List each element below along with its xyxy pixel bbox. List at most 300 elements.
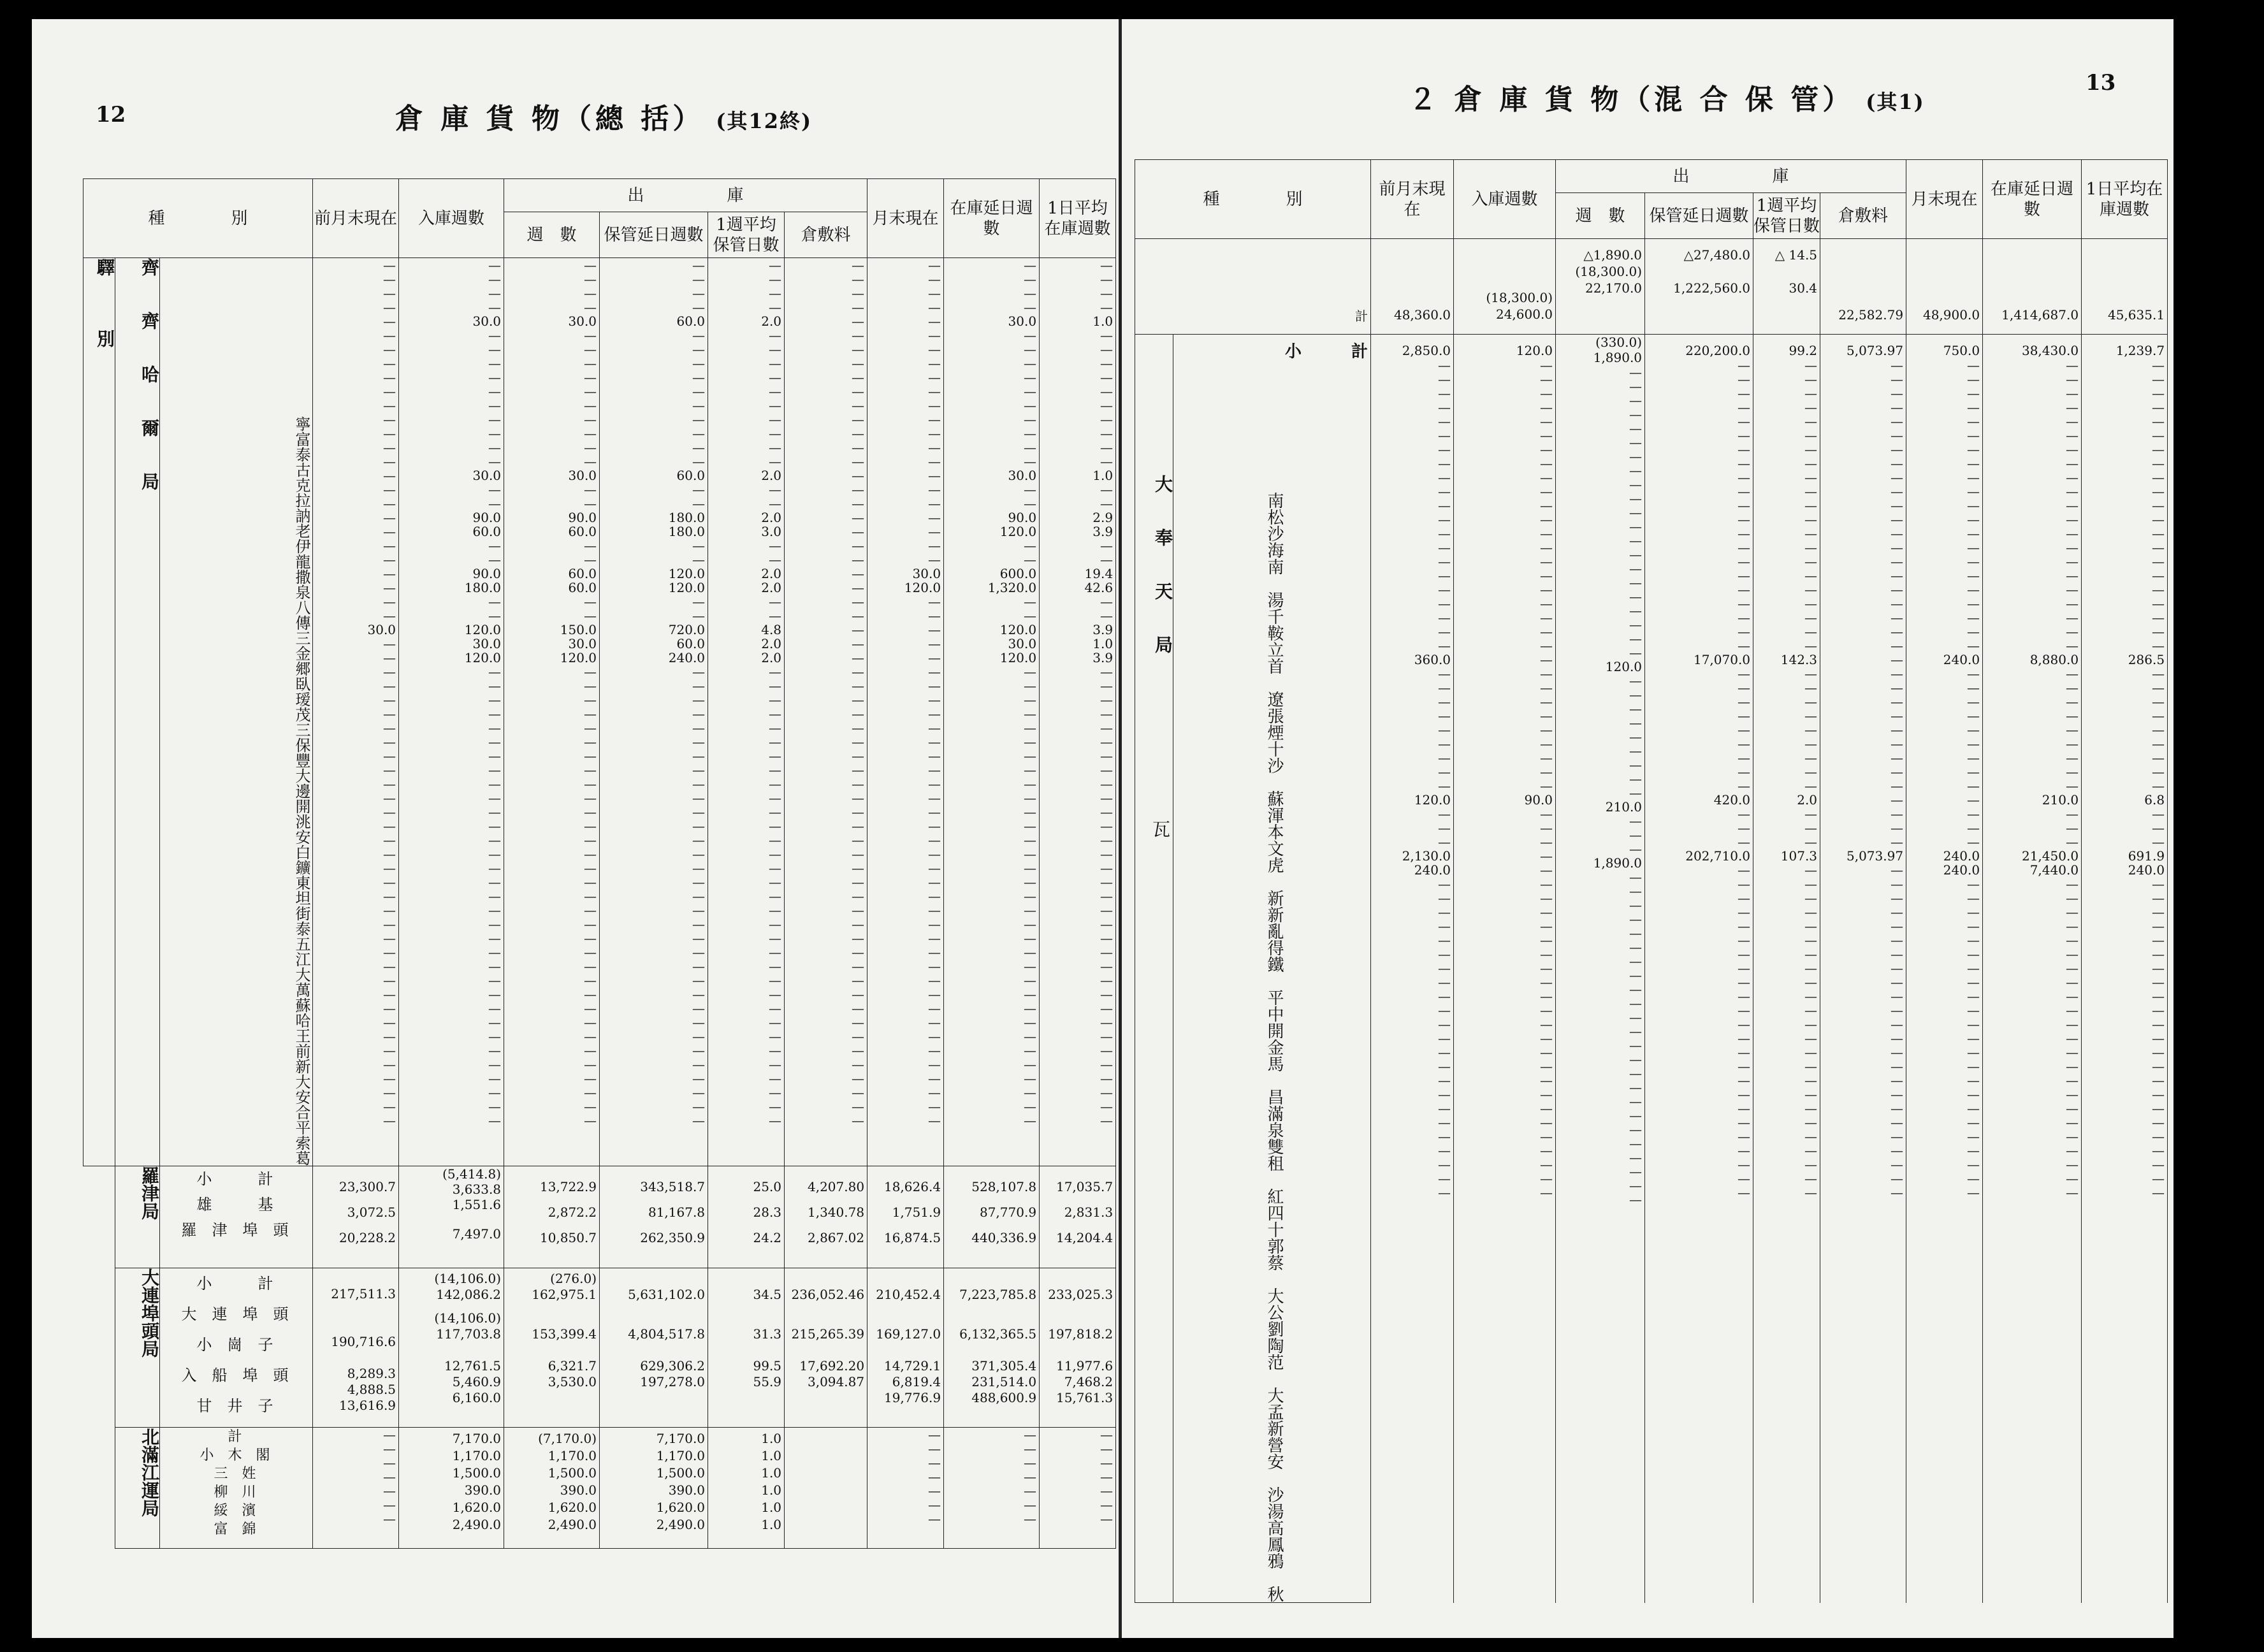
- cell-dash: —: [1629, 743, 1643, 758]
- cell-dash: —: [2066, 708, 2079, 723]
- cell-dash: —: [692, 1057, 706, 1072]
- cell-dash: —: [928, 314, 941, 329]
- cell-dash: —: [1629, 463, 1643, 478]
- cell-dash: —: [1024, 356, 1037, 371]
- rashin-daily: 17,035.7 2,831.3 14,204.4: [1040, 1166, 1116, 1268]
- cell-dash: —: [2066, 1185, 2079, 1200]
- cell-dash: —: [852, 412, 865, 427]
- cell-dash: 2.0: [761, 468, 782, 483]
- cell-dash: —: [769, 286, 782, 301]
- cell-dash: —: [1100, 818, 1114, 834]
- cell-dash: —: [928, 1441, 941, 1456]
- cell-dash: 120.0: [464, 650, 502, 665]
- cell-dash: —: [769, 300, 782, 315]
- cell-dash: —: [1804, 1143, 1818, 1158]
- cell-dash: —: [383, 496, 396, 511]
- cell-dash: —: [1738, 778, 1751, 793]
- cell-dash: —: [1967, 1045, 1980, 1060]
- cell-dash: —: [2152, 386, 2165, 401]
- cell-dash: —: [1804, 1045, 1818, 1060]
- cell-dash: 60.0: [568, 566, 597, 581]
- cell-dash: —: [928, 384, 941, 399]
- cell-dash: —: [928, 328, 941, 343]
- cell-dash: —: [2152, 526, 2165, 541]
- cell-dash: —: [928, 1113, 941, 1128]
- cell-dash: —: [1438, 975, 1451, 990]
- cell-dash: —: [488, 832, 502, 848]
- cell-dash: —: [1890, 400, 1904, 415]
- cell-dash: 3.9: [1092, 622, 1114, 637]
- cell-dash: —: [2152, 680, 2165, 695]
- cell-dash: —: [928, 1497, 941, 1512]
- cell-dash: —: [692, 608, 706, 623]
- cell-dash: —: [928, 608, 941, 623]
- cell-dash: —: [584, 1043, 597, 1058]
- cell-dash: —: [488, 594, 502, 609]
- cell-dash: —: [1540, 638, 1553, 653]
- cell-dash: —: [2152, 498, 2165, 513]
- cell-dash: —: [488, 973, 502, 988]
- cell-dash: —: [852, 776, 865, 792]
- left-page: [32, 19, 1128, 1638]
- cell-dash: —: [1540, 1031, 1553, 1046]
- cell-dash: —: [383, 1497, 396, 1512]
- cell-dash: —: [2066, 694, 2079, 709]
- header-out-avg-days: 1週平均保管日數: [708, 212, 785, 258]
- cell-dash: —: [1804, 400, 1818, 415]
- cell-dash: —: [2066, 806, 2079, 822]
- cell-dash: —: [1804, 1157, 1818, 1172]
- cell-dash: —: [928, 720, 941, 735]
- cell-dash: —: [2152, 470, 2165, 485]
- cell-dash: —: [1629, 1038, 1643, 1053]
- cell-dash: —: [1890, 1101, 1904, 1116]
- right-subtotal-label: 小 計: [1285, 342, 1368, 361]
- cell-dash: 90.0: [472, 566, 502, 581]
- cell-dash: —: [488, 860, 502, 876]
- cell-dash: —: [1967, 554, 1980, 569]
- cell-dash: —: [1967, 540, 1980, 555]
- cell-dash: —: [1738, 386, 1751, 401]
- cell-dash: 60.0: [676, 468, 706, 483]
- cell-dash: —: [1804, 722, 1818, 737]
- cell-dash: —: [488, 1001, 502, 1016]
- cell-dash: —: [928, 832, 941, 848]
- cell-dash: —: [1804, 470, 1818, 485]
- cell-dash: —: [1438, 1129, 1451, 1144]
- cell-dash: —: [1438, 764, 1451, 779]
- cell-dash: —: [1024, 888, 1037, 904]
- cell-dash: —: [1890, 526, 1904, 541]
- cell-dash: —: [2152, 400, 2165, 415]
- cell-dash: —: [1738, 890, 1751, 906]
- cell-dash: —: [852, 1001, 865, 1016]
- cell-dash: —: [1738, 722, 1751, 737]
- tsitsihar-label: 齊 齊 哈 爾 局: [115, 258, 160, 1166]
- cell-dash: —: [1540, 1157, 1553, 1172]
- cell-dash: —: [769, 1057, 782, 1072]
- cell-dash: —: [1967, 960, 1980, 976]
- cell-dash: —: [1738, 638, 1751, 653]
- cell-dash: —: [584, 692, 597, 707]
- cell-dash: —: [852, 580, 865, 595]
- cell-dash: —: [1804, 666, 1818, 681]
- cell-dash: —: [928, 398, 941, 413]
- cell-dash: —: [1967, 1059, 1980, 1074]
- cell-dash: —: [383, 608, 396, 623]
- r-header-prev-month: 前月末現在: [1371, 160, 1454, 239]
- cell-dash: —: [584, 973, 597, 988]
- cell-dash: —: [1629, 491, 1643, 506]
- cell-dash: 240.0: [1943, 652, 1980, 667]
- cell-dash: —: [928, 342, 941, 357]
- cell-dash: —: [692, 762, 706, 778]
- cell-dash: —: [584, 440, 597, 455]
- col-days-stations: [600, 258, 708, 1166]
- cell-dash: —: [584, 1057, 597, 1072]
- cell-dash: —: [1804, 862, 1818, 878]
- cell-dash: —: [1100, 538, 1114, 553]
- cell-dash: —: [1540, 1115, 1553, 1130]
- cell-dash: —: [2066, 358, 2079, 373]
- cell-dash: —: [488, 538, 502, 553]
- r-header-inbound: 入庫週數: [1454, 160, 1556, 239]
- cell-dash: —: [1540, 1073, 1553, 1088]
- cell-dash: —: [1890, 694, 1904, 709]
- cell-dash: —: [1890, 1115, 1904, 1130]
- cell-dash: —: [1540, 1045, 1553, 1060]
- cell-dash: —: [1024, 257, 1037, 273]
- cell-dash: —: [1804, 1003, 1818, 1018]
- cell-dash: —: [1804, 1129, 1818, 1144]
- cell-dash: —: [852, 846, 865, 862]
- cell-dash: —: [692, 888, 706, 904]
- cell-dash: —: [1438, 1143, 1451, 1158]
- cell-dash: —: [383, 860, 396, 876]
- cell-dash: —: [1629, 1192, 1643, 1207]
- cell-dash: —: [928, 917, 941, 932]
- cell-dash: —: [2152, 540, 2165, 555]
- cell-dash: —: [1540, 1143, 1553, 1158]
- cell-dash: —: [769, 987, 782, 1002]
- cell-dash: —: [1738, 568, 1751, 583]
- cell-dash: —: [852, 1071, 865, 1086]
- right-total-label: 計: [1135, 239, 1371, 335]
- cell-dash: —: [2152, 834, 2165, 850]
- cell-dash: —: [852, 790, 865, 806]
- cell-dash: 30.0: [472, 468, 502, 483]
- cell-dash: —: [488, 552, 502, 567]
- col-fee-stations: [785, 258, 867, 1166]
- cell-dash: —: [1629, 771, 1643, 786]
- col-daily-stations: [1040, 258, 1116, 1166]
- cell-dash: —: [1438, 428, 1451, 443]
- cell-dash: —: [1540, 498, 1553, 513]
- cell-dash: —: [2066, 918, 2079, 934]
- cell-dash: —: [692, 706, 706, 721]
- cell-dash: —: [1024, 1015, 1037, 1030]
- cell-dash: —: [2066, 989, 2079, 1004]
- cell-dash: —: [928, 1469, 941, 1484]
- cell-dash: —: [1024, 832, 1037, 848]
- cell-dash: —: [1967, 442, 1980, 457]
- cell-dash: —: [1804, 540, 1818, 555]
- cell-dash: —: [2066, 610, 2079, 625]
- right-total-prev: 48,360.0: [1371, 239, 1454, 335]
- cell-dash: —: [1024, 818, 1037, 834]
- cell-dash: —: [383, 384, 396, 399]
- r-col-tons: (330.0) 1,890.0 — — — — — — — — — — — — — — — — — — — — — 120.0 — — — — — — — — — 210.0 — — — 1,890.0 — — — — — — — — — — — — — — — — — — — — — — — —: [1556, 335, 1645, 1603]
- cell-dash: —: [1100, 846, 1114, 862]
- cell-dash: —: [1024, 1427, 1037, 1442]
- cell-dash: —: [769, 860, 782, 876]
- cell-dash: —: [1629, 785, 1643, 801]
- cell-dash: 2,130.0: [1402, 848, 1451, 864]
- col-avg-stations: [708, 258, 785, 1166]
- cell-dash: —: [769, 342, 782, 357]
- cell-dash: —: [1890, 1185, 1904, 1200]
- cell-dash: —: [584, 356, 597, 371]
- cell-dash: —: [383, 1511, 396, 1526]
- cell-dash: —: [383, 538, 396, 553]
- cell-dash: 30.0: [568, 468, 597, 483]
- cell-dash: —: [1438, 1101, 1451, 1116]
- cell-dash: —: [1024, 412, 1037, 427]
- cell-dash: —: [2066, 736, 2079, 751]
- cell-dash: —: [2066, 1101, 2079, 1116]
- cell-dash: —: [769, 776, 782, 792]
- cell-dash: —: [1100, 678, 1114, 693]
- cell-dash: —: [1804, 526, 1818, 541]
- cell-dash: —: [1967, 806, 1980, 822]
- cell-dash: —: [928, 973, 941, 988]
- cell-dash: —: [928, 818, 941, 834]
- cell-dash: 42.6: [1084, 580, 1114, 595]
- cell-dash: —: [1024, 748, 1037, 764]
- cell-dash: —: [488, 692, 502, 707]
- beiman-daily: [1040, 1428, 1116, 1549]
- cell-dash: —: [1967, 638, 1980, 653]
- cell-dash: —: [383, 1455, 396, 1470]
- header-prev-month: 前月末現在: [313, 179, 399, 258]
- cell-dash: —: [584, 342, 597, 357]
- cell-dash: 202,710.0: [1685, 848, 1751, 864]
- cell-dash: —: [488, 300, 502, 315]
- cell-dash: —: [2152, 610, 2165, 625]
- dairen-days: 5,631,102.0 4,804,517.8 629,306.2 197,278.0: [600, 1268, 708, 1428]
- tsitsihar-station-names: [160, 258, 313, 1166]
- cell-dash: —: [1438, 1171, 1451, 1186]
- cell-dash: —: [584, 902, 597, 918]
- cell-dash: —: [2152, 806, 2165, 822]
- cell-dash: —: [1540, 526, 1553, 541]
- cell-dash: —: [2152, 1003, 2165, 1018]
- cell-dash: —: [1438, 498, 1451, 513]
- cell-dash: —: [1629, 617, 1643, 632]
- cell-dash: —: [383, 482, 396, 497]
- cell-dash: —: [1438, 1059, 1451, 1074]
- cell-dash: —: [1438, 890, 1451, 906]
- cell-dash: —: [852, 300, 865, 315]
- cell-dash: —: [383, 524, 396, 539]
- cell-dash: —: [1100, 931, 1114, 946]
- cell-dash: 600.0: [999, 566, 1037, 581]
- cell-dash: 2.0: [761, 650, 782, 665]
- cell-dash: —: [1629, 939, 1643, 955]
- cell-dash: —: [1890, 1171, 1904, 1186]
- left-title-text: 倉 庫 貨 物（總 括）: [395, 103, 705, 135]
- cell-dash: —: [1438, 989, 1451, 1004]
- cell-dash: —: [1438, 568, 1451, 583]
- cell-dash: —: [769, 959, 782, 974]
- cell-dash: —: [928, 860, 941, 876]
- cell-dash: —: [584, 846, 597, 862]
- cell-dash: 6.8: [2144, 792, 2165, 808]
- cell-dash: —: [769, 1015, 782, 1030]
- cell-dash: 2.0: [761, 510, 782, 525]
- cell-dash: —: [1890, 568, 1904, 583]
- cell-dash: —: [488, 1071, 502, 1086]
- cell-dash: 120.0: [999, 524, 1037, 539]
- cell-dash: 30.0: [1008, 468, 1037, 483]
- cell-dash: —: [1738, 1031, 1751, 1046]
- cell-dash: —: [383, 1483, 396, 1498]
- cell-dash: —: [488, 440, 502, 455]
- r-header-outbound-group: 出 庫: [1556, 160, 1906, 193]
- cell-dash: —: [2152, 442, 2165, 457]
- cell-dash: —: [383, 440, 396, 455]
- cell-dash: 2.0: [1797, 792, 1818, 808]
- cell-dash: 180.0: [464, 580, 502, 595]
- cell-dash: 240.0: [1943, 848, 1980, 864]
- cell-dash: —: [1804, 386, 1818, 401]
- cell-dash: —: [692, 272, 706, 287]
- cell-dash: —: [1967, 1185, 1980, 1200]
- cell-dash: —: [1100, 1113, 1114, 1128]
- cell-dash: —: [488, 734, 502, 750]
- cell-dash: —: [1024, 1497, 1037, 1512]
- cell-dash: —: [769, 426, 782, 441]
- cell-dash: —: [2152, 932, 2165, 948]
- cell-dash: —: [2066, 834, 2079, 850]
- cell-dash: —: [1890, 1059, 1904, 1074]
- cell-dash: —: [383, 1071, 396, 1086]
- cell-dash: —: [584, 454, 597, 469]
- cell-dash: —: [1629, 477, 1643, 492]
- cell-dash: —: [1438, 1157, 1451, 1172]
- cell-dash: —: [584, 286, 597, 301]
- cell-dash: —: [1629, 1178, 1643, 1193]
- cell-dash: —: [1024, 790, 1037, 806]
- cell-dash: —: [769, 496, 782, 511]
- cell-dash: —: [1890, 960, 1904, 976]
- cell-dash: —: [1890, 862, 1904, 878]
- cell-dash: —: [928, 1029, 941, 1044]
- cell-dash: —: [1540, 975, 1553, 990]
- cell-dash: —: [769, 973, 782, 988]
- cell-dash: —: [928, 1427, 941, 1442]
- cell-dash: —: [2152, 414, 2165, 429]
- cell-dash: —: [1100, 987, 1114, 1002]
- cell-dash: —: [1967, 1101, 1980, 1116]
- cell-dash: —: [852, 328, 865, 343]
- dairen-inbound: (14,106.0) 142,086.2 (14,106.0) 117,703.8 12,761.5 5,460.9 6,160.0: [399, 1268, 504, 1428]
- cell-dash: —: [1100, 1085, 1114, 1100]
- cell-dash: —: [852, 454, 865, 469]
- cell-dash: —: [488, 874, 502, 890]
- cell-dash: —: [1540, 708, 1553, 723]
- cell-dash: —: [1804, 989, 1818, 1004]
- col-prev-stations: [313, 258, 399, 1166]
- cell-dash: —: [1438, 904, 1451, 920]
- cell-dash: —: [692, 846, 706, 862]
- cell-dash: —: [769, 1113, 782, 1128]
- cell-dash: —: [928, 748, 941, 764]
- cell-dash: —: [1438, 470, 1451, 485]
- r-header-out-avg-days: 1週平均保管日數: [1753, 193, 1820, 239]
- cell-dash: —: [1738, 960, 1751, 976]
- right-page-number: 13: [2086, 70, 2116, 96]
- cell-dash: —: [769, 1001, 782, 1016]
- cell-dash: —: [1629, 645, 1643, 660]
- cell-dash: —: [1100, 973, 1114, 988]
- cell-dash: —: [1804, 932, 1818, 948]
- cell-dash: —: [1024, 1001, 1037, 1016]
- cell-dash: 420.0: [1713, 792, 1751, 808]
- cell-dash: —: [692, 482, 706, 497]
- cell-dash: —: [1100, 608, 1114, 623]
- cell-dash: —: [1100, 1015, 1114, 1030]
- cell-dash: —: [383, 594, 396, 609]
- rashin-days: 343,518.7 81,167.8 262,350.9: [600, 1166, 708, 1268]
- cell-dash: —: [1540, 372, 1553, 387]
- cell-dash: —: [1738, 904, 1751, 920]
- cell-dash: —: [1738, 1101, 1751, 1116]
- cell-dash: —: [852, 496, 865, 511]
- cell-dash: —: [1100, 398, 1114, 413]
- cell-dash: —: [852, 566, 865, 581]
- right-data-table: [1135, 159, 2168, 1603]
- cell-dash: —: [1100, 959, 1114, 974]
- beiman-monthend: [867, 1428, 944, 1549]
- cell-dash: —: [769, 370, 782, 385]
- cell-dash: —: [488, 748, 502, 764]
- cell-dash: —: [1100, 370, 1114, 385]
- cell-dash: 7,440.0: [2029, 862, 2079, 878]
- cell-dash: —: [1967, 666, 1980, 681]
- cell-dash: —: [692, 1071, 706, 1086]
- cell-dash: —: [1804, 694, 1818, 709]
- cell-dash: 30.0: [568, 314, 597, 329]
- right-total-tons: △1,890.0 (18,300.0) 22,170.0: [1556, 239, 1645, 335]
- cell-dash: —: [769, 538, 782, 553]
- cell-dash: —: [1438, 400, 1451, 415]
- rashin-prev: 23,300.7 3,072.5 20,228.2: [313, 1166, 399, 1268]
- cell-dash: —: [488, 384, 502, 399]
- right-page: [1122, 19, 2173, 1638]
- r-header-out-storage-days: 保管延日週數: [1645, 193, 1753, 239]
- cell-dash: —: [584, 804, 597, 820]
- cell-dash: —: [769, 748, 782, 764]
- cell-dash: —: [584, 482, 597, 497]
- cell-dash: —: [692, 552, 706, 567]
- cell-dash: —: [2152, 1185, 2165, 1200]
- cell-dash: —: [1540, 932, 1553, 948]
- cell-dash: —: [928, 706, 941, 721]
- cell-dash: —: [383, 1015, 396, 1030]
- cell-dash: —: [852, 959, 865, 974]
- cell-dash: —: [1438, 960, 1451, 976]
